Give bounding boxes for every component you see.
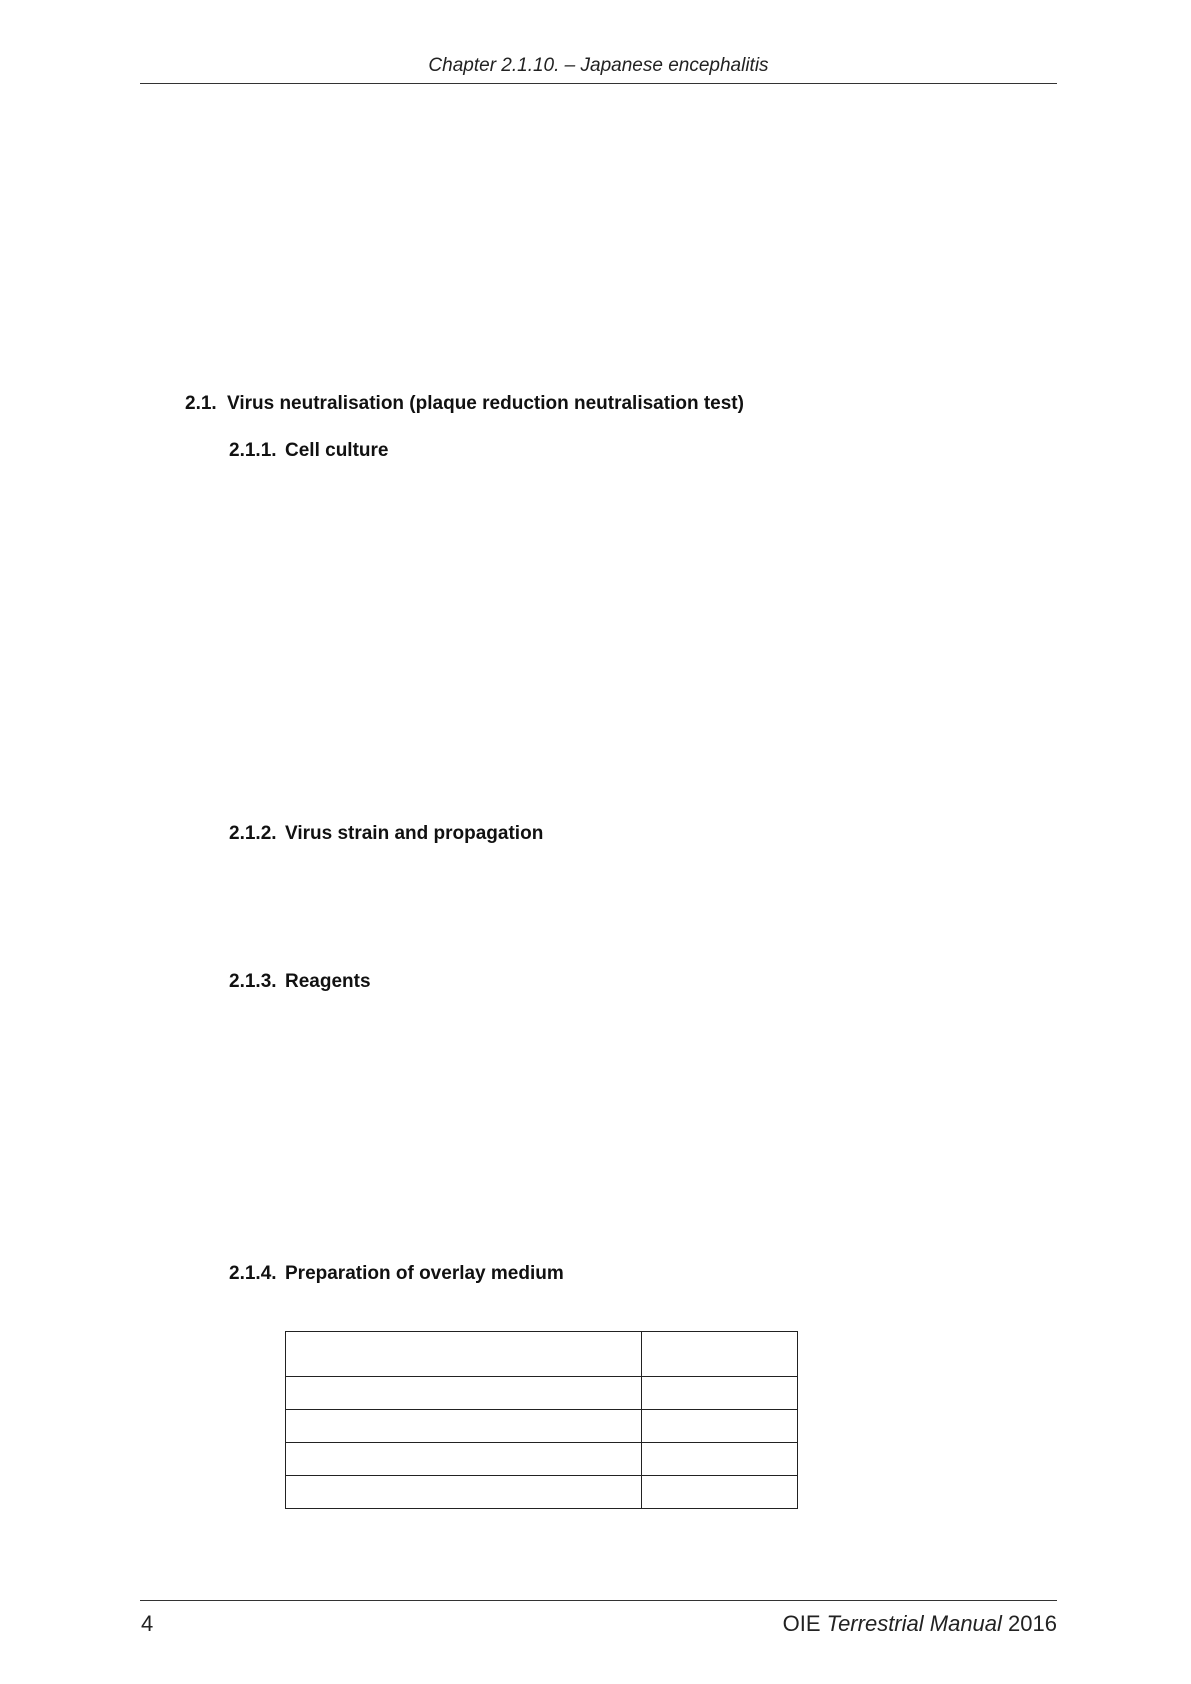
- table-cell: [642, 1377, 798, 1410]
- table-row: [286, 1377, 798, 1410]
- subsection-heading-virus-strain: [229, 822, 543, 846]
- footer-rule: [140, 1600, 1057, 1601]
- running-header: Chapter 2.1.10. – Japanese encephalitis: [428, 55, 769, 76]
- section-number: 2.1.: [185, 393, 217, 414]
- subsection-number: 2.1.2.: [229, 823, 277, 844]
- subsection-heading-cell-culture: [229, 439, 388, 463]
- footer-manual-name: Terrestrial Manual: [826, 1611, 1002, 1636]
- subsection-title: Preparation of overlay medium: [285, 1263, 564, 1284]
- subsection-heading-overlay-medium: [229, 1262, 564, 1286]
- table-row: [286, 1410, 798, 1443]
- footer-publisher: OIE: [782, 1611, 821, 1636]
- table-cell: [286, 1377, 642, 1410]
- subsection-number: 2.1.1.: [229, 440, 277, 461]
- table-cell: [642, 1332, 798, 1377]
- footer-manual-title: [783, 1610, 1057, 1638]
- section-heading: [185, 392, 744, 416]
- table-cell: [286, 1410, 642, 1443]
- subsection-title: Cell culture: [285, 440, 389, 461]
- table-cell: [642, 1476, 798, 1509]
- table-cell: [286, 1443, 642, 1476]
- subsection-title: Reagents: [285, 971, 371, 992]
- subsection-number: 2.1.3.: [229, 971, 277, 992]
- footer-year: 2016: [1008, 1611, 1057, 1636]
- table-row: [286, 1332, 798, 1377]
- section-title: Virus neutralisation (plaque reduction neutralisation test): [227, 393, 744, 414]
- table-row: [286, 1443, 798, 1476]
- table-row: [286, 1476, 798, 1509]
- overlay-medium-table: [285, 1331, 798, 1509]
- table-cell: [286, 1476, 642, 1509]
- subsection-heading-reagents: [229, 970, 371, 994]
- table-cell: [642, 1443, 798, 1476]
- subsection-number: 2.1.4.: [229, 1263, 277, 1284]
- table-cell: [642, 1410, 798, 1443]
- table-cell: [286, 1332, 642, 1377]
- page-number: 4: [141, 1611, 154, 1636]
- subsection-title: Virus strain and propagation: [285, 823, 544, 844]
- header-rule: [140, 83, 1057, 84]
